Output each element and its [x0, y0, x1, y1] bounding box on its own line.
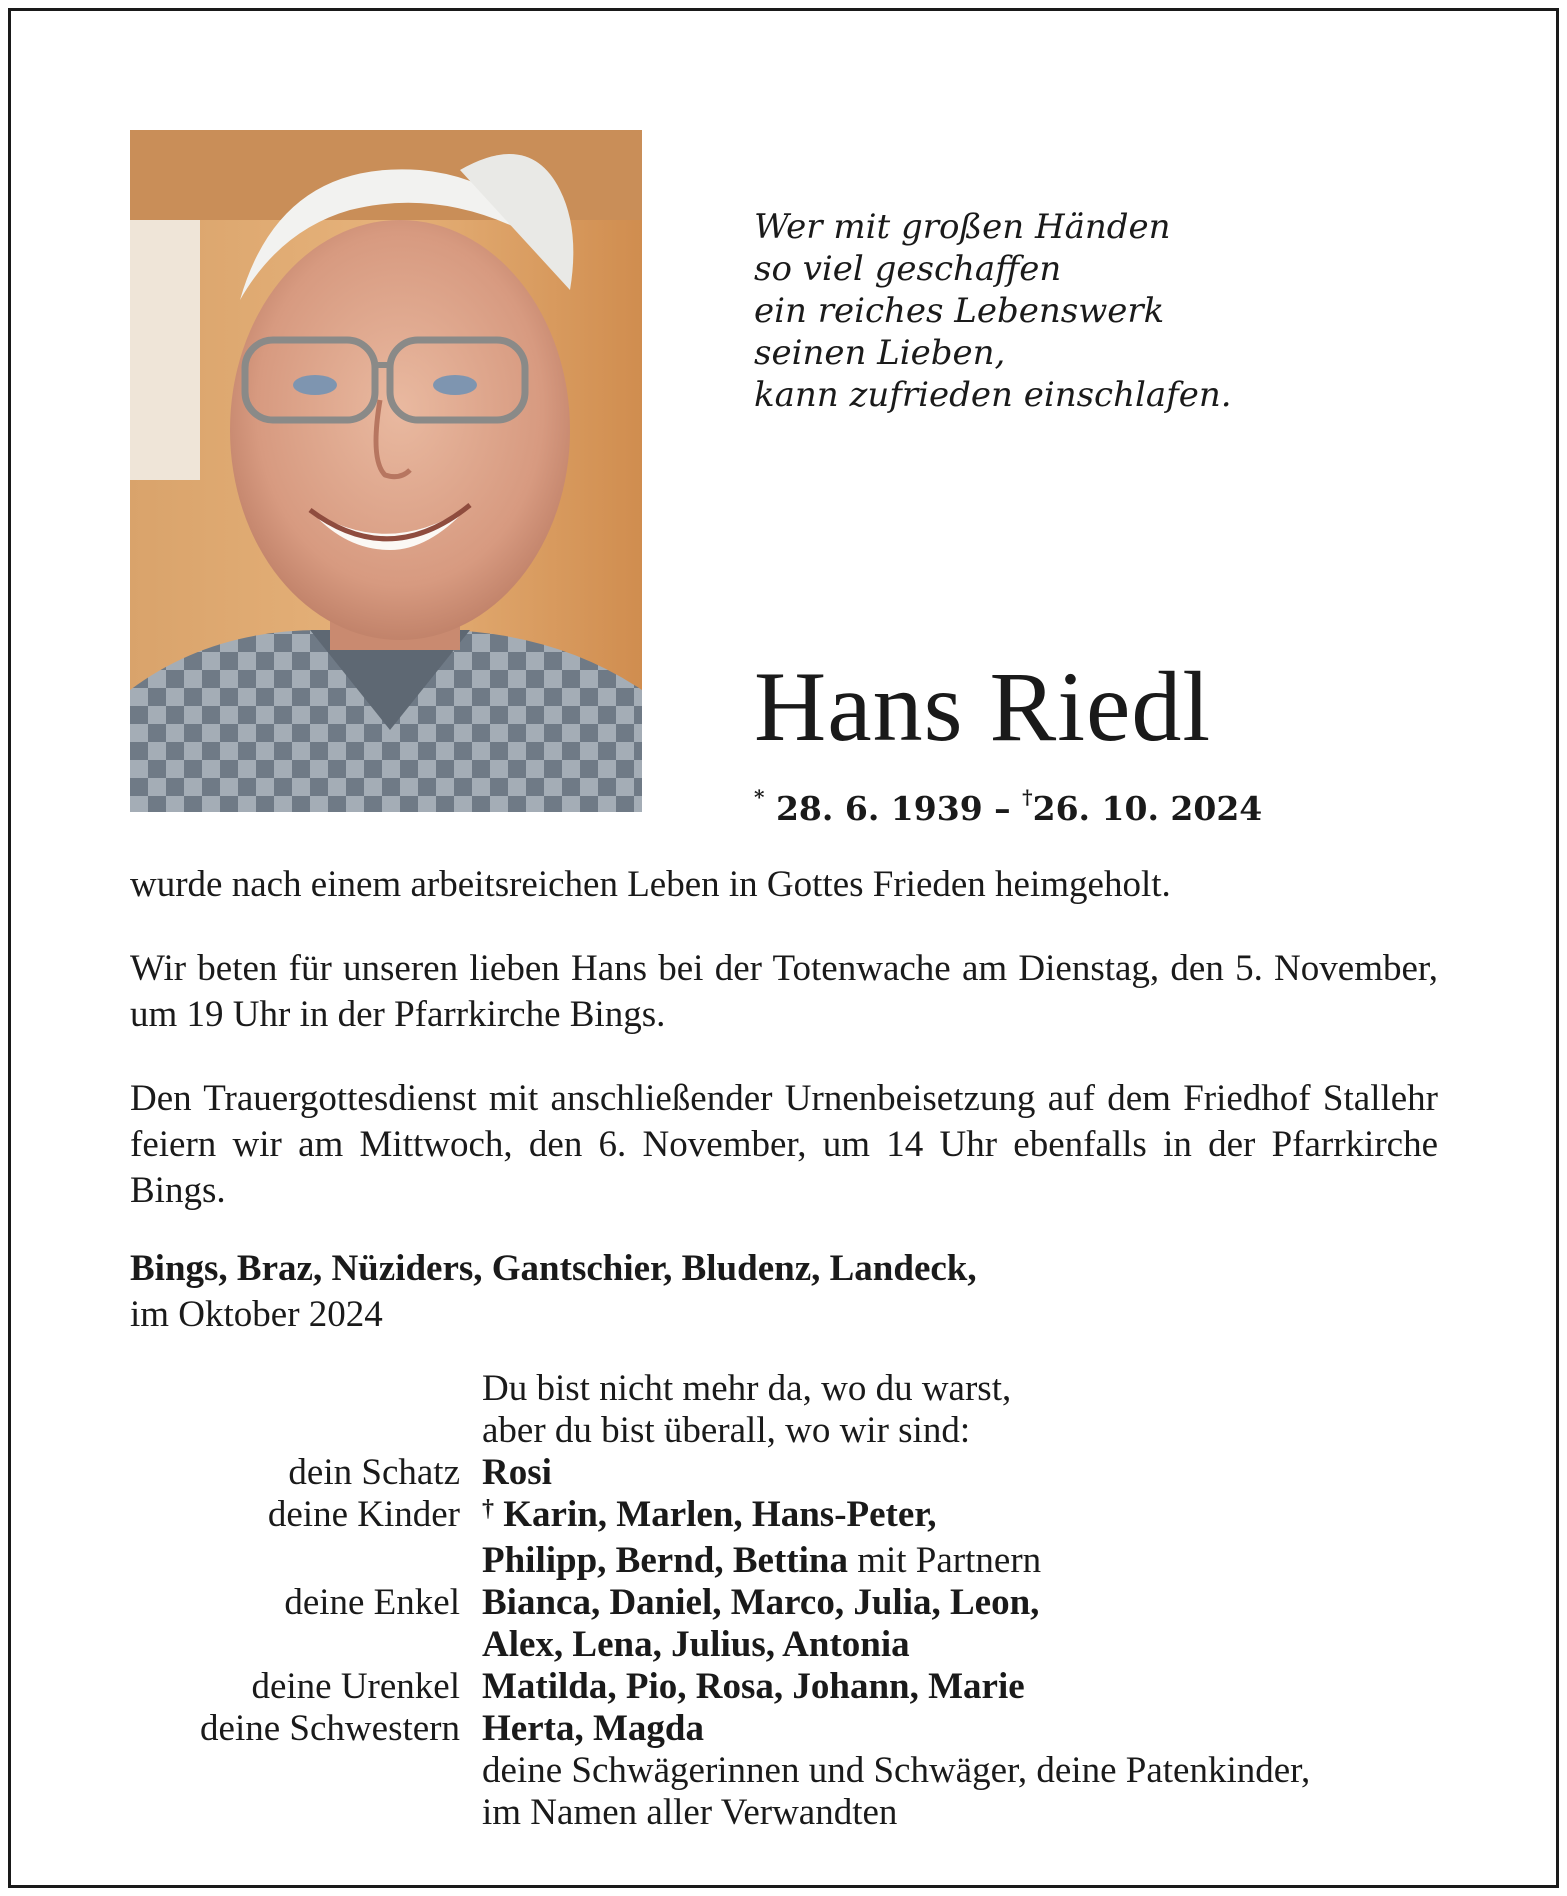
relation-label: deine Schwestern	[200, 1708, 460, 1749]
mourner-names: Rosi	[482, 1452, 552, 1493]
mourner-row-schatz	[130, 1452, 1440, 1494]
poem-line: ein reiches Lebenswerk	[754, 291, 1165, 331]
closing-line: deine Schwägerinnen und Schwäger, deine Patenkinder,	[482, 1750, 1311, 1791]
mourner-row-urenkel	[130, 1666, 1440, 1708]
body-paragraph-2: Wir beten für unseren lieben Hans bei der Totenwache am Dienstag, den 5. November, um 19 Uhr in der Pfarrkirche Bings.	[130, 948, 1438, 1035]
place-and-date	[130, 1246, 1438, 1338]
mourner-row-kinder	[130, 1494, 1440, 1540]
intro-line: Du bist nicht mehr da, wo du warst,	[482, 1368, 1012, 1409]
closing-line: im Namen aller Verwandten	[482, 1792, 898, 1833]
birth-date: 28. 6. 1939	[775, 789, 983, 828]
mourner-names: Herta, Magda	[482, 1708, 704, 1749]
life-dates	[754, 780, 1262, 830]
mourner-names: Matilda, Pio, Rosa, Johann, Marie	[482, 1666, 1025, 1707]
portrait-photo	[130, 130, 642, 812]
deceased-name: Hans Riedl	[754, 651, 1212, 762]
body-paragraph-3: Den Trauergottesdienst mit anschließender Urnenbeisetzung auf dem Friedhof Stallehr feiern wir am Mittwoch, den 6. November, um 14 Uhr ebenfalls in der Pfarrkirche Bings.	[130, 1078, 1438, 1211]
memorial-poem	[754, 206, 1232, 416]
mourner-names: Alex, Lena, Julius, Antonia	[482, 1624, 910, 1665]
mourner-names	[482, 1540, 1440, 1582]
children-suffix: mit Partnern	[847, 1540, 1042, 1581]
mourners-list	[130, 1368, 1440, 1834]
death-date: 26. 10. 2024	[1032, 789, 1263, 828]
birth-symbol: *	[754, 785, 765, 809]
relation-label: dein Schatz	[288, 1452, 460, 1493]
body-paragraph-1: wurde nach einem arbeitsreichen Leben in Gottes Frieden heimgeholt.	[130, 864, 1171, 905]
relation-label: deine Enkel	[284, 1582, 460, 1623]
poem-line: Wer mit großen Händen	[754, 207, 1171, 247]
mourners-intro	[130, 1368, 1440, 1410]
date-separator: –	[994, 789, 1011, 828]
mourner-names: Bianca, Daniel, Marco, Julia, Leon,	[482, 1582, 1040, 1623]
mourners-closing	[130, 1750, 1440, 1792]
mourner-names	[482, 1494, 1440, 1540]
cross-symbol: †	[482, 1496, 494, 1522]
death-symbol: †	[1022, 785, 1033, 809]
poem-line: seinen Lieben,	[754, 333, 1006, 373]
poem-line: so viel geschaffen	[754, 249, 1062, 289]
relation-label: deine Kinder	[267, 1494, 460, 1535]
mourner-row-enkel	[130, 1582, 1440, 1624]
relation-label: deine Urenkel	[251, 1666, 460, 1707]
date-line: im Oktober 2024	[130, 1294, 383, 1335]
places-list: Bings, Braz, Nüziders, Gantschier, Bludenz, Landeck,	[130, 1248, 977, 1289]
children-names: Karin, Marlen, Hans-Peter,	[503, 1494, 937, 1535]
intro-line: aber du bist überall, wo wir sind:	[482, 1410, 971, 1451]
mourner-row-schwestern	[130, 1708, 1440, 1750]
children-names: Philipp, Bernd, Bettina	[482, 1540, 848, 1581]
poem-line: kann zufrieden einschlafen.	[754, 375, 1232, 415]
